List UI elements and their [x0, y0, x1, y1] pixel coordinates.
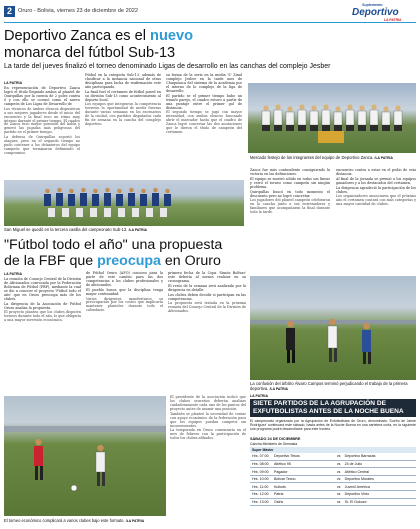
logo-main: Deportivo: [352, 7, 399, 18]
article2-title-part3: en Oruro: [164, 253, 221, 270]
article1-col4: Zanca fue más contundente consiguiendo la victoria en las definiciones. El equipo se mostró sólido en todas sus líneas y cerró el torneo como campeón sin ningún problema. Quirquillas buscó en todo momento el descuento pero no logró concretar. Los jugadores del plantel campeón celebraron en la cancha junto a sus entrenadores y familiares que acompañaron la final durante toda la tarde.: [250, 168, 330, 215]
article2-col2-p2: El pueblo busca que la disciplina tenga mayor continuidad.: [86, 287, 163, 296]
article2-title-part1: "Fútbol todo el año" una propuesta: [4, 237, 223, 253]
schedule-table-wrap: [250, 447, 416, 506]
schedule-title: SÁBADO 24 DE DICIEMBRE: [250, 437, 301, 441]
schedule-away-team: Juvenil América: [344, 484, 370, 489]
article2-referee-photo: [250, 276, 416, 380]
schedule-away-team: Deportivo Morales: [344, 477, 374, 482]
article2-section: LA PATRIA: [4, 272, 23, 276]
article1-col4-p3: Quirquillas buscó en todo momento el descuento pero no logró concretar.: [250, 189, 330, 198]
article2-body: [4, 272, 246, 392]
schedule-time: Hrs. 10:00: [252, 477, 269, 482]
article1-col4-p1: Zanca fue más contundente consiguiendo la victoria en las definiciones.: [250, 168, 330, 176]
schedule-time: Hrs. 11:00: [252, 484, 269, 489]
schedule-away-team: Deportivo Vinto: [344, 492, 370, 497]
article2-col4: El presidente de la asociación indicó que los clubes orureños deberán analizar cuidadosamente cada uno de los puntos del proyecto antes de asumir una posición. También se planteó la necesidad de contar con apoyo económico de la federación para que los equipos puedan competir sin inconvenientes. La temporada en Oruro comenzaría en el mes de febrero con la participación de todos los clubes afiliados.: [170, 395, 246, 441]
schedule-time: Hrs. 07:00: [252, 454, 269, 459]
article2-col2: de Fútbol Oruro (AFO) conocen para la parte de este cambio para las dos competencias a los clubes profesionales y de aficionados. El pueblo busca que la disciplina tenga mayor continuidad. Varios dirigentes manifestaron su preocupación por los costos que implicaría mantener planteles durante todo el calendario.: [86, 271, 163, 313]
schedule-row: [250, 483, 416, 491]
schedule-table: [250, 453, 416, 507]
article2-title-highlight: preocupa: [97, 253, 161, 270]
article2-col3-p2: El resto de la semana será analizada por la dirigencia en detalle.: [168, 283, 246, 292]
schedule-table-header: Super Máster: [250, 447, 416, 453]
schedule-row: [250, 453, 416, 461]
schedule-row: [250, 491, 416, 499]
schedule-vs: vs: [336, 454, 341, 459]
schedule-vs: vs: [336, 477, 341, 482]
article1-col2-p1: Fútbol en la categoría Sub-13, además de clasificar a la instancia nacional de otras disciplinas para lucha de reafirmación este año participando.: [85, 73, 161, 89]
article1-photo2-caption: [4, 227, 244, 233]
article1-col2-p2: La final fuel el certamen de fútbol posed en su división Sub-13 como acontecimiento al deporte local.: [85, 89, 161, 102]
article2-photo-caption-credit: /LA PATRIA: [125, 519, 145, 523]
article1-col3: su forma de la serie en la media 'S' Zinal complejo Jesber en la tarde mes de Chuquisaca del sistema de la academia por el interno de lo complejo de la liga de desarrollo. El partido se el primer tiempo hubo un triunfo parejo, el cuadro estuvo a partir de una puntaje entre el primer gol de distancia. El segundo tiempo se jugó con mayor intensidad, con ambos elencos buscando abrir el marcador hasta que el cuadro de Zanca logró concretar las dos anotaciones que le dieron el título de campeón del certamen.: [166, 73, 242, 135]
san-miguel-team-illustration: [4, 180, 244, 226]
article1-photo2-caption-text: San Miguel se quedó en la tercera casilla del campeonato Sub-13.: [4, 227, 128, 232]
schedule-home-team: Osiris: [274, 499, 284, 504]
article1-photo-caption: [250, 155, 416, 161]
article2-title: [4, 237, 254, 270]
article1-col1: En representación de Deportivo Zanca logró el título llegando ambos al plantel de Quirquillas por la cuenta de 2 goles contra 0 y con ello se coronó como el nuevo campeón de Los Ligas de Desarrollo de Los técnicos de ambos elencos dispusieron a sus mejores jugadores desde el inicio del encuentro y la final tuvo un ritmo muy intenso durante el primer tiempo. El cuadro de Zanca tuvo mayor posesión del balón y generó las jugadas más peligrosas del partido en el primer tiempo. La defensa de Quirquillas soportó los ataques, pero en el segundo tiempo no pudo contener a los delanteros del equipo campeón que terminaron definiendo el compromiso.: [4, 86, 80, 156]
schedule-row: [250, 498, 416, 506]
schedule-home-team: Atlético 95: [274, 461, 291, 466]
article1-col5-p2: Al final de la jornada se premió a los equipos ganadores y a los destacados del certamen.: [336, 176, 416, 185]
article2-photo2-caption-text: La confusión del árbitro Álvaro Campos terminó perjudicando el trabajo de la primera deportiva.: [250, 381, 408, 391]
article2-photo2-caption-credit: /LA PATRIA: [269, 387, 288, 391]
schedule-row: [250, 475, 416, 483]
schedule-home-team: Patria: [274, 492, 284, 497]
article1-col4-p2: El equipo se mostró sólido en todas sus líneas y cerró el torneo como campeón sin ningún problema.: [250, 176, 330, 189]
schedule-away-team: Sr. El Gokuev: [344, 499, 367, 504]
schedule-vs: vs: [336, 492, 341, 497]
schedule-time: Hrs. 09:00: [252, 469, 269, 474]
article1-col3-p1: su forma de la serie en la media 'S' Zinal complejo Jesber en la tarde mes de Chuquisaca del sistema de la academia por el interno de lo complejo de la liga de desarrollo.: [166, 73, 242, 93]
article1-subtitle: La tarde del jueves finalizó el torneo denominado Ligas de desarrollo en las canchas del complejo Jesber: [4, 63, 331, 70]
article1-team-photo: [248, 83, 416, 153]
article2-title-part2: de la FBF que: [4, 253, 94, 270]
article1-body: [4, 73, 242, 177]
article3-intro: El campeonato organizado por la Agrupación de Exfutbolistas de Oruro, denominado 'Sueño de Jaime Rodríguez' continuará este sábado, hasta antes de la Noche Buena en una cartelera corta, en la siguiente sub programa podrá desarrollarse para este horario.: [250, 419, 416, 432]
page-header: [0, 0, 420, 26]
schedule-away-team: 24 de Julio: [344, 461, 363, 466]
schedule-vs: vs: [336, 461, 341, 466]
article3-banner: SIETE PARTIDOS DE LA AGRUPACIÓN DE EXFUTBOLISTAS ANTES DE LA NOCHE BUENA: [250, 399, 416, 417]
schedule-row: [250, 468, 416, 476]
schedule-row: [250, 460, 416, 468]
schedule-venue: Cancha Ministerio de Gimnasia: [250, 442, 298, 446]
article2-photo-caption: [4, 518, 166, 524]
schedule-vs: vs: [336, 484, 341, 489]
logo-top: Suplemento: [362, 3, 383, 7]
article2-col3-p3: Los clubes deben decidir si participan en las competencias.: [168, 292, 246, 301]
article1-photo-caption-credit: /LA PATRIA: [374, 156, 393, 160]
article1-san-miguel-photo: [4, 180, 244, 226]
article2-photo2-caption: [250, 381, 416, 392]
logo-sub: LA PATRIA: [384, 18, 402, 22]
article2-col1-p2: La dirigencia de la Asociación de Fútbol Oruro analiza la propuesta.: [4, 301, 81, 310]
article2-match-photo: [4, 396, 166, 516]
article1-col5: encuentro contra a estar en el podio de esta distancia. Al final de la jornada se premió a los equipos ganadores y a los destacados del certamen. La dirigencia agradeció la participación de los clubes. Los organizadores anunciaron que el próximo año el certamen contará con más categorías y una mayor cantidad de clubes.: [336, 168, 416, 207]
article1-title: [4, 28, 418, 61]
article2-photo-caption-text: El torneo económico complicará a varios clubes bajo este formato.: [4, 518, 125, 523]
schedule-away-team: Deportivo Barracas: [344, 454, 376, 459]
schedule-time: Hrs. 13:00: [252, 499, 269, 504]
article1-col5-p1: encuentro contra a estar en el podio de esta distancia.: [336, 168, 416, 176]
article3-section: LA PATRIA: [250, 394, 269, 398]
article2-col1: La reunión de Consejo Central de la División de Aficionados convocada por la Federación Boliviana de Fútbol (FBF), mediante la cual se dio a conocer el proyecto 'Fútbol todo el año' que en Oruro preocupa más de los clubes. La dirigencia de la Asociación de Fútbol Oruro analiza la propuesta. El proyecto plantea que los clubes disputen torneos durante todo el año, lo que obligaría a una mayor inversión económica.: [4, 277, 81, 323]
article2-col3: primera fecha de la Copa 'Simón Bolívar' este debería al menos realizar en su cronograma. El resto de la semana será analizada por la dirigencia en detalle. Los clubes deben decidir si participan en las competencias. La propuesta será tratada en la próxima reunión del Consejo Central de la División de Aficionados.: [168, 271, 246, 314]
article2-col2-p1: de Fútbol Oruro (AFO) conocen para la parte de este cambio para las dos competencias a los clubes profesionales y de aficionados.: [86, 271, 163, 287]
article2-col3-p1: primera fecha de la Copa 'Simón Bolívar' este debería al menos realizar en su cronograma.: [168, 271, 246, 283]
schedule-time: Hrs. 08:00: [252, 461, 269, 466]
schedule-away-team: Atlético Central: [344, 469, 370, 474]
article1-col1-p1: En representación de Deportivo Zanca logró el título llegando ambos al plantel de Quirquillas por la cuenta de 2 goles contra 0 y con ello se coronó como el nuevo campeón de Los Ligas de Desarrollo de: [4, 86, 80, 106]
header-rule: [4, 22, 416, 23]
schedule-home-team: Kulkuts: [274, 484, 286, 489]
page-number-badge: 2: [4, 6, 15, 17]
article1-photo2-caption-credit: /LA PATRIA: [128, 228, 147, 232]
article1-title-highlight: nuevo: [150, 28, 194, 44]
schedule-home-team: Pagador: [274, 469, 288, 474]
schedule-home-team: Deportivo Tekos: [274, 454, 300, 459]
article1-col3-p2: El partido se el primer tiempo hubo un triunfo parejo, el cuadro estuvo a partir de una puntaje entre el primer gol de distancia.: [166, 93, 242, 110]
article1-section: LA PATRIA: [4, 81, 23, 85]
article1-col2: Fútbol en la categoría Sub-13, además de clasificar a la instancia nacional de otras disciplinas para lucha de reafirmación este año participando. La final fuel el certamen de fútbol posed en su división Sub-13 como acontecimiento al deporte local. Los equipos que integraron la competencia tuvieron la oportunidad de medir fuerzas durante varias semanas en los escenarios de la ciudad, con partidos disputados cada fin de semana en la cancha del complejo deportivo.: [85, 73, 161, 127]
schedule-vs: vs: [336, 499, 341, 504]
supplement-logo: [346, 3, 416, 23]
match-players-illustration: [4, 396, 166, 516]
referee-illustration: [250, 276, 416, 380]
team-players-illustration: [248, 83, 416, 153]
dateline: Oruro - Bolivia, viernes 23 de diciembre de 2022: [18, 8, 139, 14]
article1-col5-p3: La dirigencia agradeció la participación de los clubes.: [336, 185, 416, 194]
article1-title-part1: Deportivo Zanca es el: [4, 28, 146, 44]
schedule-time: Hrs. 12:00: [252, 492, 269, 497]
article1-photo-caption-text: Mercado festejo de los integrantes del equipo de Deportivo Zanca.: [250, 155, 374, 160]
schedule-vs: vs: [336, 469, 341, 474]
article2-col1-p1: La reunión de Consejo Central de la División de Aficionados convocada por la Federación Boliviana de Fútbol (FBF), mediante la cual se dio a conocer el proyecto 'Fútbol todo el año' que en Oruro preocupa más de los clubes.: [4, 277, 81, 301]
schedule-home-team: Bolivar Tecno: [274, 477, 296, 482]
article1-title-part2: monarca del fútbol Sub-13: [4, 44, 176, 61]
